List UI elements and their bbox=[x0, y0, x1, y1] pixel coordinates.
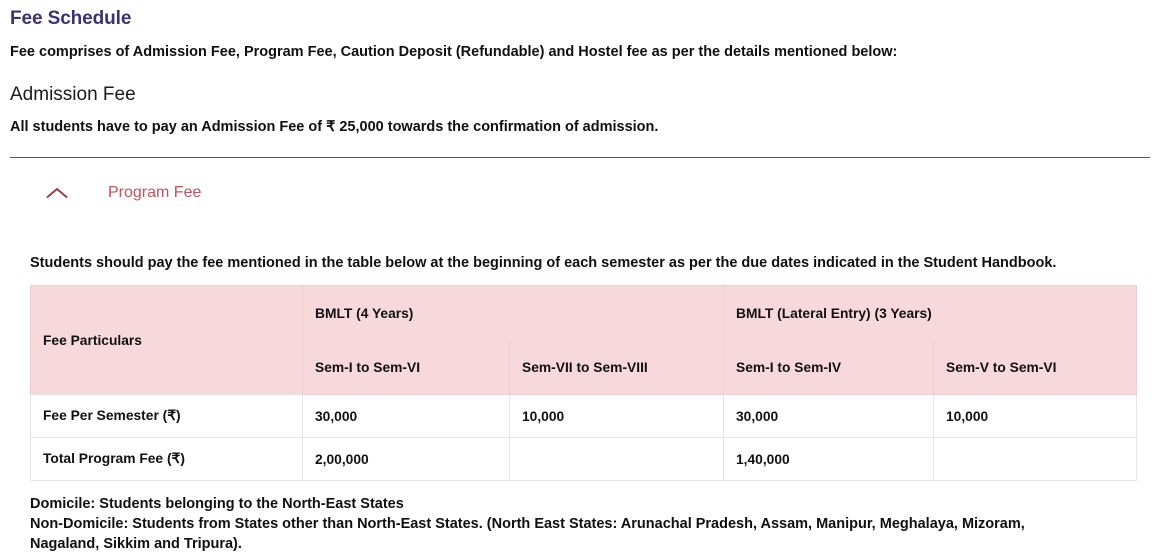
accordion-label: Program Fee bbox=[108, 184, 202, 202]
header-sem-i-to-vi: Sem-I to Sem-VI bbox=[303, 340, 510, 395]
header-sem-v-to-vi: Sem-V to Sem-VI bbox=[934, 340, 1137, 395]
page-title: Fee Schedule bbox=[10, 8, 132, 29]
intro-section bbox=[0, 0, 1160, 136]
header-fee-particulars: Fee Particulars bbox=[31, 286, 303, 395]
admission-fee-text: All students have to pay an Admission Fee of ₹ 25,000 towards the confirmation of admission. bbox=[10, 118, 659, 135]
cell-fee-per-sem-a1: 30,000 bbox=[303, 395, 510, 438]
cell-total-program-fee-b1: 1,40,000 bbox=[724, 438, 934, 481]
row-label: Fee Per Semester (₹) bbox=[31, 395, 303, 438]
table-header-group-row bbox=[31, 286, 1137, 341]
fee-table bbox=[30, 285, 1137, 481]
cell-fee-per-sem-b1: 30,000 bbox=[724, 395, 934, 438]
cell-total-program-fee-a1: 2,00,000 bbox=[303, 438, 510, 481]
header-program-bmlt-lateral-3y: BMLT (Lateral Entry) (3 Years) bbox=[724, 286, 1137, 341]
fee-table-body bbox=[31, 395, 1137, 481]
cell-fee-per-sem-b2: 10,000 bbox=[934, 395, 1137, 438]
chevron-up-icon[interactable] bbox=[46, 186, 68, 200]
accordion-program-fee[interactable] bbox=[0, 158, 1160, 202]
fee-components-text: Fee comprises of Admission Fee, Program Fee, Caution Deposit (Refundable) and Hostel fee as per the details mentioned below: bbox=[10, 44, 898, 60]
footnote-domicile: Domicile: Students belonging to the North-East States bbox=[30, 496, 404, 513]
footnotes bbox=[30, 494, 1138, 554]
cell-fee-per-sem-a2: 10,000 bbox=[510, 395, 724, 438]
cell-total-program-fee-b2 bbox=[934, 438, 1137, 481]
cell-total-program-fee-a2 bbox=[510, 438, 724, 481]
footnote-non-domicile-cont: Nagaland, Sikkim and Tripura). bbox=[30, 536, 242, 553]
header-sem-i-to-iv: Sem-I to Sem-IV bbox=[724, 340, 934, 395]
footnote-non-domicile: Non-Domicile: Students from States other than North-East States. (North East States: Arunachal Pradesh, Assam, Manipur, Meghalaya, Mizoram, bbox=[30, 516, 1025, 533]
table-intro-text: Students should pay the fee mentioned in the table below at the beginning of each semester as per the due dates indicated in the Student Handbook. bbox=[30, 255, 1057, 272]
fee-table-head bbox=[31, 286, 1137, 395]
row-label: Total Program Fee (₹) bbox=[31, 438, 303, 481]
accordion-panel-program-fee bbox=[0, 254, 1160, 554]
header-sem-vii-to-viii: Sem-VII to Sem-VIII bbox=[510, 340, 724, 395]
table-row bbox=[31, 438, 1137, 481]
table-row bbox=[31, 395, 1137, 438]
admission-fee-heading: Admission Fee bbox=[10, 84, 136, 106]
header-program-bmlt-4y: BMLT (4 Years) bbox=[303, 286, 724, 341]
